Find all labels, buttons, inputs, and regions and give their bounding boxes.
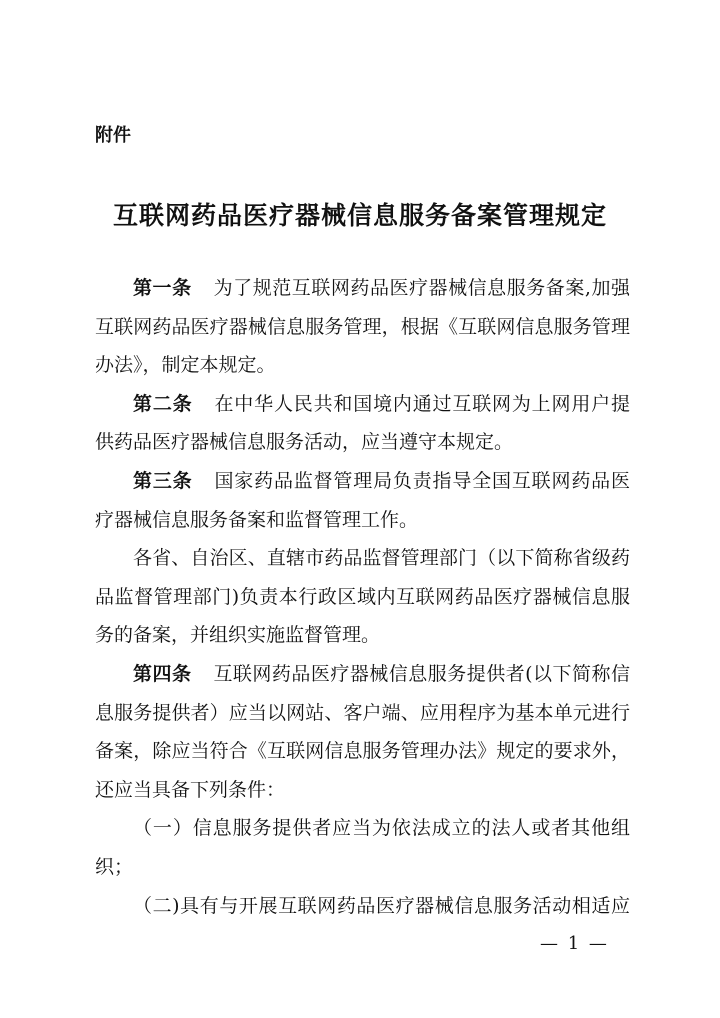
paragraph-line	[95, 811, 630, 850]
line-text: 供药品医疗器械信息服务活动，应当遵守本规定。	[95, 431, 514, 454]
paragraph-line	[95, 580, 630, 619]
line-text: （二)具有与开展互联网药品医疗器械信息服务活动相适应	[133, 894, 630, 917]
paragraph-line	[95, 657, 630, 696]
paragraph-line	[95, 387, 630, 426]
article-heading: 第二条	[133, 392, 193, 415]
article-heading: 第三条	[133, 469, 193, 492]
line-text: 息服务提供者）应当以网站、客户端、应用程序为基本单元进行	[95, 701, 630, 724]
article-heading: 第一条	[133, 277, 192, 299]
paragraph-line	[95, 889, 630, 928]
line-text: 互联网药品医疗器械信息服务管理，根据《互联网信息服务管理	[95, 315, 630, 338]
line-text: 织；	[95, 855, 134, 878]
line-text: 互联网药品医疗器械信息服务提供者(以下简称信	[213, 662, 630, 685]
line-text: 疗器械信息服务备案和监督管理工作。	[95, 508, 419, 531]
paragraph-line	[95, 503, 630, 542]
line-text: 备案，除应当符合《互联网信息服务管理办法》规定的要求外，	[95, 740, 630, 763]
paragraph-line	[95, 734, 630, 773]
paragraph-line	[95, 773, 630, 812]
line-text: 国家药品监督管理局负责指导全国互联网药品医	[214, 469, 630, 492]
paragraph-line	[95, 464, 630, 503]
attachment-label: 附件	[95, 125, 131, 146]
line-text: 在中华人民共和国境内通过互联网为上网用户提	[214, 392, 630, 415]
paragraph-line	[95, 425, 630, 464]
line-text: 还应当具备下列条件：	[95, 778, 286, 801]
paragraph-line	[95, 310, 630, 349]
document-title: 互联网药品医疗器械信息服务备案管理规定	[112, 201, 607, 230]
paragraph-line	[95, 618, 630, 657]
paragraph-line	[95, 271, 630, 310]
paragraph-line	[95, 541, 630, 580]
line-text: 为了规范互联网药品医疗器械信息服务备案,加强	[213, 277, 630, 299]
line-text: 各省、自治区、直辖市药品监督管理部门（以下简称省级药	[133, 547, 630, 570]
line-text: （一）信息服务提供者应当为依法成立的法人或者其他组	[133, 817, 630, 840]
page-number: — 1 —	[540, 933, 609, 954]
paragraph-line	[95, 696, 630, 735]
paragraph-line	[95, 850, 630, 889]
line-text: 办法》，制定本规定。	[95, 354, 276, 377]
line-text: 务的备案，并组织实施监督管理。	[95, 624, 381, 647]
article-heading: 第四条	[133, 662, 192, 685]
document-body	[95, 271, 630, 927]
line-text: 品监督管理部门)负责本行政区域内互联网药品医疗器械信息服	[95, 585, 630, 608]
paragraph-line	[95, 348, 630, 387]
